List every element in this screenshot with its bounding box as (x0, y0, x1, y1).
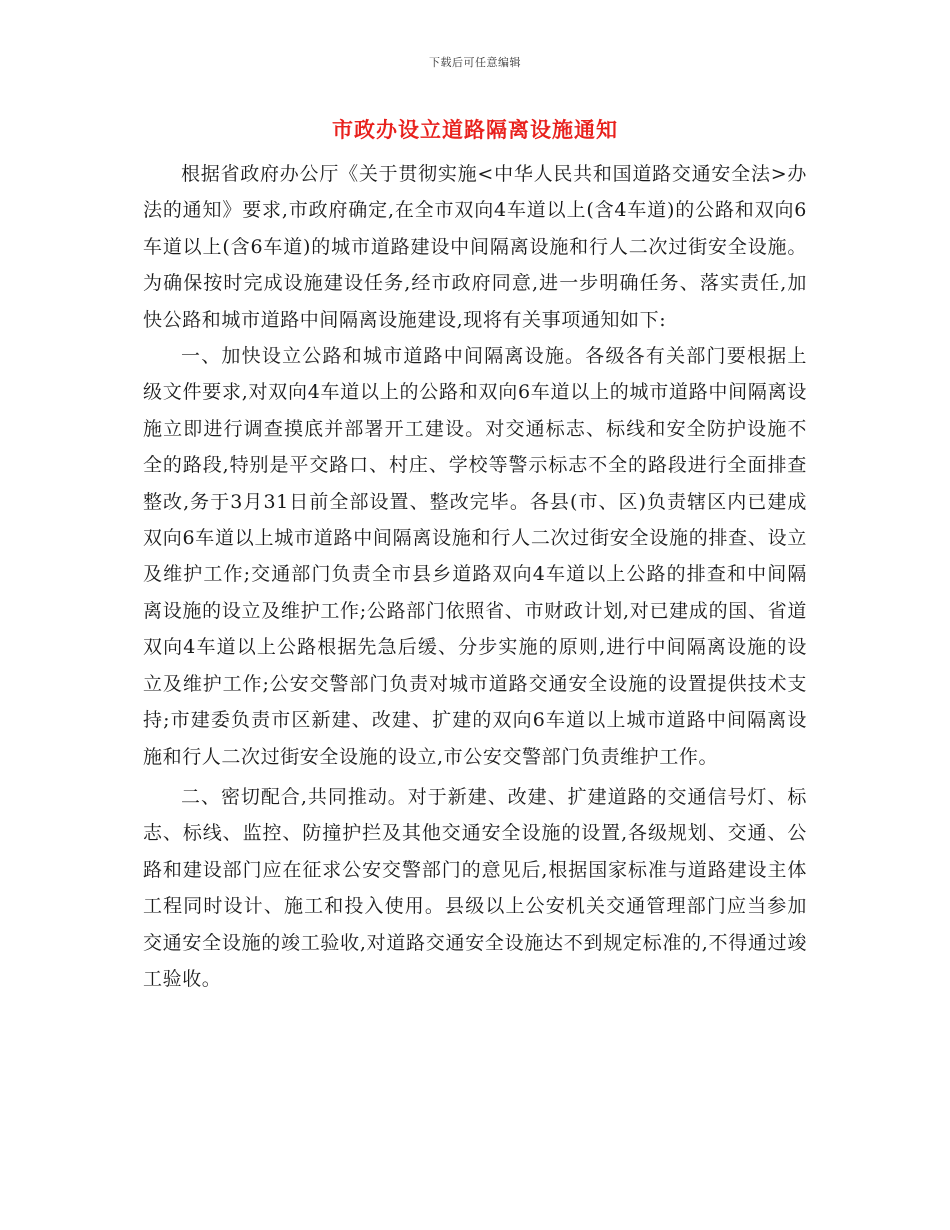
document-body (143, 156, 807, 997)
paragraph-section-one: 一、加快设立公路和城市道路中间隔离设施。各级各有关部门要根据上级文件要求,对双向4车道以上的公路和双向6车道以上的城市道路中间隔离设施立即进行调查摸底并部署开工建设。对交通标志、标线和安全防护设施不全的路段,特别是平交路口、村庄、学校等警示标志不全的路段进行全面排查整改,务于3月31日前全部设置、整改完毕。各县(市、区)负责辖区内已建成双向6车道以上城市道路中间隔离设施和行人二次过街安全设施的排查、设立及维护工作;交通部门负责全市县乡道路双向4车道以上公路的排查和中间隔离设施的设立及维护工作;公路部门依照省、市财政计划,对已建成的国、省道双向4车道以上公路根据先急后缓、分步实施的原则,进行中间隔离设施的设立及维护工作;公安交警部门负责对城市道路交通安全设施的设置提供技术支持;市建委负责市区新建、改建、扩建的双向6车道以上城市道路中间隔离设施和行人二次过街安全设施的设立,市公安交警部门负责维护工作。 (143, 345, 807, 768)
paragraph-intro: 根据省政府办公厅《关于贯彻实施<中华人民共和国道路交通安全法>办法的通知》要求,市政府确定,在全市双向4车道以上(含4车道)的公路和双向6车道以上(含6车道)的城市道路建设中间隔离设施和行人二次过街安全设施。为确保按时完成设施建设任务,经市政府同意,进一步明确任务、落实责任,加快公路和城市道路中间隔离设施建设,现将有关事项通知如下: (143, 163, 807, 331)
header-note: 下载后可任意编辑 (429, 56, 521, 69)
document-title: 市政办设立道路隔离设施通知 (332, 117, 618, 142)
paragraph-section-two: 二、密切配合,共同推动。对于新建、改建、扩建道路的交通信号灯、标志、标线、监控、防撞护拦及其他交通安全设施的设置,各级规划、交通、公路和建设部门应在征求公安交警部门的意见后,根据国家标准与道路建设主体工程同时设计、施工和投入使用。县级以上公安机关交通管理部门应当参加交通安全设施的竣工验收,对道路交通安全设施达不到规定标准的,不得通过竣工验收。 (143, 785, 807, 990)
